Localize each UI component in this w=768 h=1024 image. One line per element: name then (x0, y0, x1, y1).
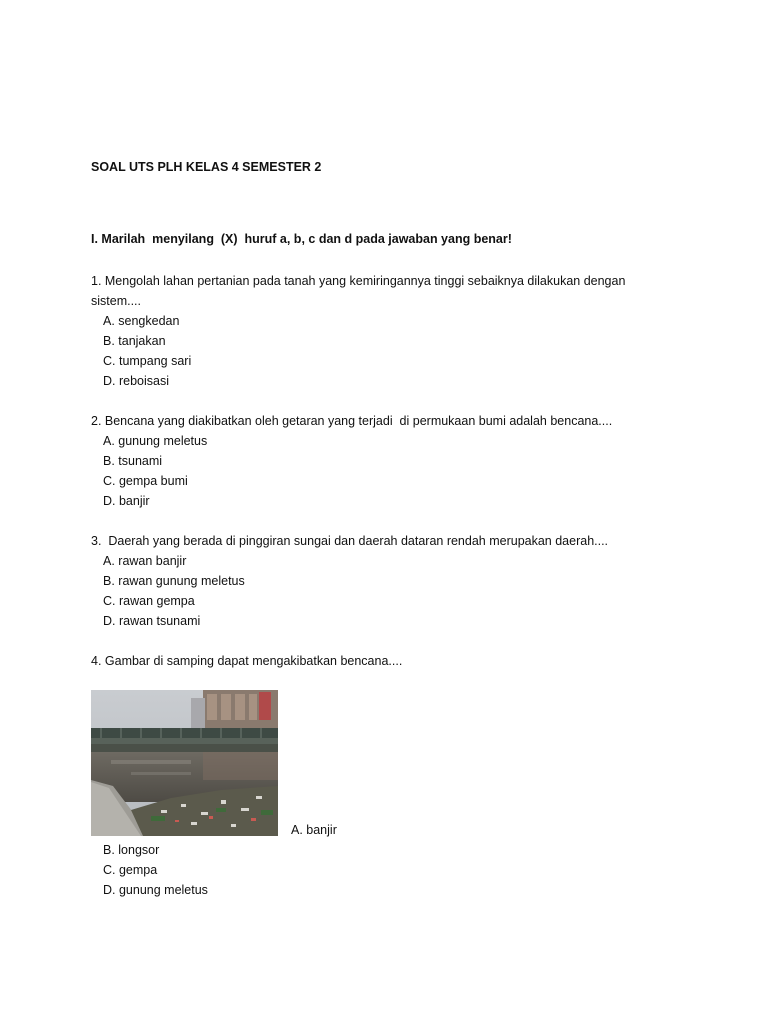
option-b: B. tanjakan (103, 334, 166, 348)
option-a: A. sengkedan (103, 314, 180, 328)
option-a: A. rawan banjir (103, 554, 187, 568)
option-d: D. banjir (103, 494, 150, 508)
instruction-text: I. Marilah menyilang (X) huruf a, b, c dan d pada jawaban yang benar! (91, 232, 512, 246)
option-b: B. tsunami (103, 454, 163, 468)
flood-river-photo (91, 690, 278, 836)
question-4-options (91, 840, 208, 900)
option-c: C. rawan gempa (103, 594, 195, 608)
option-b: B. longsor (103, 843, 160, 857)
river-image (91, 690, 278, 836)
option-d: D. reboisasi (103, 374, 169, 388)
option-b: B. rawan gunung meletus (103, 574, 245, 588)
question-1 (91, 271, 651, 391)
question-text: 4. Gambar di samping dapat mengakibatkan bencana.... (91, 654, 403, 668)
option-a: A. banjir (291, 823, 337, 837)
option-d: D. rawan tsunami (103, 614, 201, 628)
option-c: C. gempa bumi (103, 474, 188, 488)
question-3 (91, 531, 651, 631)
question-4 (91, 651, 651, 671)
question-2 (91, 411, 651, 511)
option-a: A. gunung meletus (103, 434, 208, 448)
option-d: D. gunung meletus (103, 883, 208, 897)
question-text: 3. Daerah yang berada di pinggiran sungai dan daerah dataran rendah merupakan daerah.... (91, 534, 609, 548)
question-text: 2. Bencana yang diakibatkan oleh getaran yang terjadi di permukaan bumi adalah bencana.... (91, 414, 613, 428)
option-c: C. gempa (103, 863, 158, 877)
option-c: C. tumpang sari (103, 354, 192, 368)
page-title: SOAL UTS PLH KELAS 4 SEMESTER 2 (91, 160, 322, 174)
question-text: 1. Mengolah lahan pertanian pada tanah yang kemiringannya tinggi sebaiknya dilakukan dengan sistem.... (91, 274, 629, 308)
